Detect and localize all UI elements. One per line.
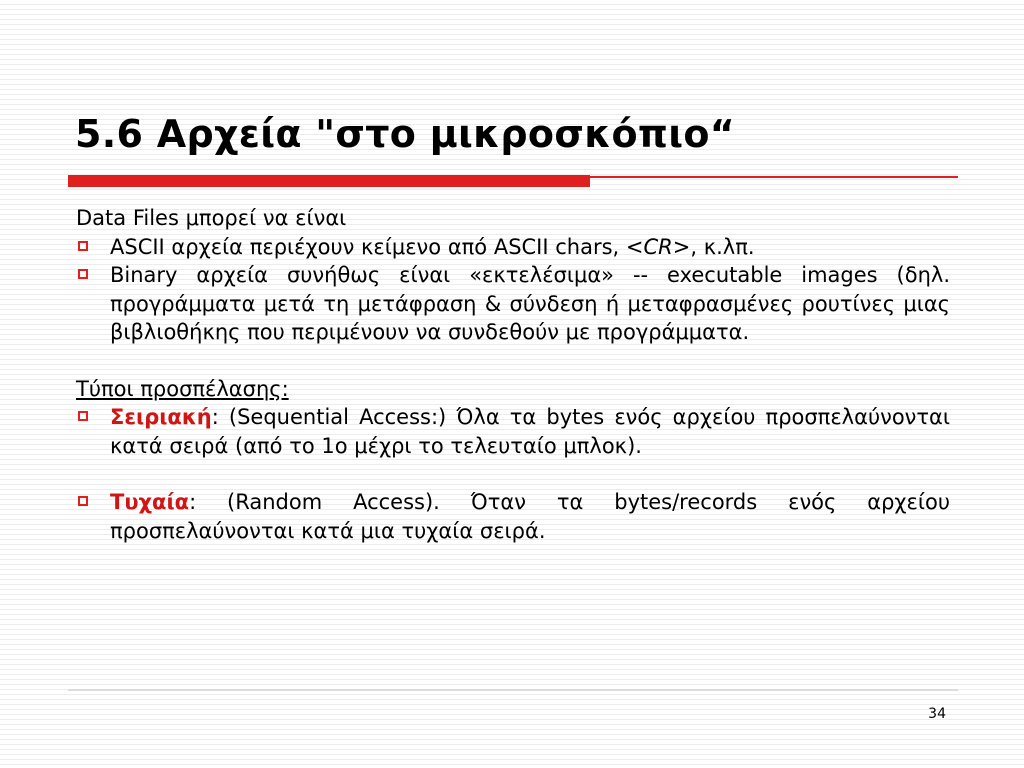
bullet-random — [76, 488, 950, 545]
bullet-sequential-text: : (Sequential Access:) Όλα τα bytes ενός αρχείου προσπελαύνονται κατά σειρά (από το 1ο μέχρι το τελευταίο μπλοκ). — [110, 405, 950, 458]
bullet-ascii-post: >, κ.λπ. — [672, 234, 755, 259]
slide-title: 5.6 Αρχεία "στο μικροσκόπιο“ — [75, 112, 736, 156]
title-underline-bar — [68, 175, 590, 187]
spacer — [76, 460, 950, 488]
access-heading: Τύποι προσπέλασης: — [76, 376, 289, 401]
spacer — [76, 347, 950, 375]
title-underline-line — [590, 176, 958, 178]
bullet-ascii-em: CR — [643, 234, 673, 259]
slide-body — [76, 204, 950, 545]
bullet-binary — [76, 261, 950, 347]
bullet-random-term: Τυχαία — [110, 490, 190, 514]
bullet-ascii-pre: ASCII αρχεία περιέχουν κείμενο από ASCII chars, < — [110, 234, 644, 259]
footer-divider — [68, 689, 958, 691]
bullet-sequential-term: Σειριακή — [110, 405, 212, 429]
square-bullet-icon — [78, 269, 88, 279]
bullet-ascii — [76, 233, 950, 262]
square-bullet-icon — [78, 411, 88, 421]
bullet-binary-text: Binary αρχεία συνήθως είναι «εκτελέσιμα» -- executable images (δηλ. προγράμματα μετά τη μετάφραση & σύνδεση ή μεταφρασμένες ρουτίνες μιας βιβλιοθήκης που περιμένουν να συνδεθούν με προγράμματα. — [110, 263, 950, 344]
page-number: 34 — [928, 706, 946, 722]
intro-text: Data Files μπορεί να είναι — [76, 206, 347, 230]
square-bullet-icon — [78, 496, 88, 506]
square-bullet-icon — [78, 241, 88, 251]
bullet-sequential — [76, 403, 950, 460]
bullet-random-text: : (Random Access). Όταν τα bytes/records ενός αρχείου προσπελαύνονται κατά μια τυχαία σειρά. — [110, 490, 950, 543]
